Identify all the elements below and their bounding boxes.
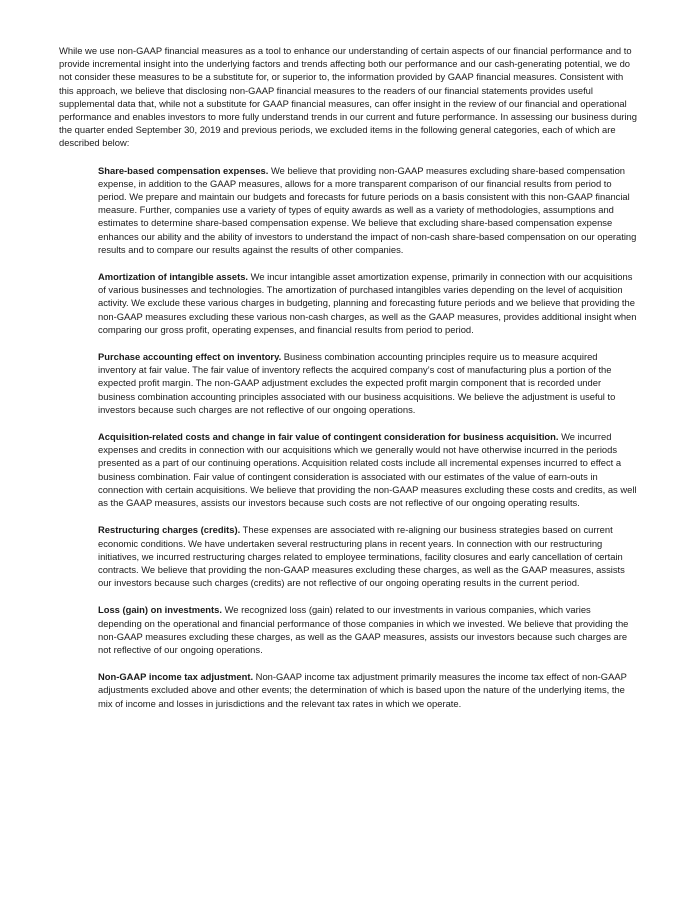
section-heading: Purchase accounting effect on inventory. bbox=[98, 351, 282, 363]
section-acquisition-related-costs bbox=[98, 430, 637, 509]
section-loss-gain-investments bbox=[98, 603, 637, 656]
section-purchase-accounting bbox=[98, 350, 637, 416]
section-share-based-compensation bbox=[98, 164, 637, 256]
section-heading: Loss (gain) on investments. bbox=[98, 604, 222, 616]
section-heading: Non-GAAP income tax adjustment. bbox=[98, 671, 254, 683]
section-heading: Amortization of intangible assets. bbox=[98, 271, 249, 283]
section-body: These expenses are associated with re-aligning our business strategies based on current economic conditions. We have undertaken several restructuring plans in recent years. In connection with our restructuring initiatives, we incurred restructuring charges related to employee terminations, facility closures and early cancellation of certain contracts. We believe that providing the non-GAAP measures excluding these charges, as well as the GAAP measures, assists our investors because such charges (credits) are not reflective of our ongoing operating results in the current period. bbox=[98, 524, 625, 589]
section-income-tax-adjustment bbox=[98, 670, 637, 710]
intro-paragraph: While we use non-GAAP financial measures as a tool to enhance our understanding of certain aspects of our financial performance and to provide incremental insight into the underlying factors and trends affecting both our performance and our cash-generating potential, we do not consider these measures to be a substitute for, or superior to, the information provided by GAAP financial measures. Consistent with this approach, we believe that disclosing non-GAAP financial measures to the readers of our financial statements provides useful supplemental data that, while not a substitute for GAAP financial measures, can offer insight in the review of our financial and operational performance and enables investors to more fully understand trends in our current and future performance. In assessing our business during the quarter ended September 30, 2019 and previous periods, we excluded items in the following general categories, each of which are described below: bbox=[59, 45, 637, 149]
section-heading: Share-based compensation expenses. bbox=[98, 164, 269, 176]
section-body: Non-GAAP income tax adjustment primarily measures the income tax effect of non-GAAP adjustments excluded above and other events; the determination of which is based upon the nature of the underlying items, the mix of income and losses in jurisdictions and the relevant tax rates in which we operate. bbox=[98, 671, 627, 709]
section-body: We believe that providing non-GAAP measures excluding share-based compensation expense, in addition to the GAAP measures, allows for a more transparent comparison of our financial results from period to period. We prepare and maintain our budgets and forecasts for future periods on a basis consistent with this non-GAAP financial measure. Further, companies use a variety of types of equity awards as well as a variety of methodologies, assumptions and estimates to determine share-based compensation expense. We believe that excluding share-based compensation expense enhances our ability and the ability of investors to understand the impact of non-cash share-based compensation on our operating results and to compare our results against the results of other companies. bbox=[98, 164, 637, 255]
section-restructuring-charges bbox=[98, 523, 637, 589]
section-body: Business combination accounting principles require us to measure acquired inventory at fair value. The fair value of inventory reflects the acquired company’s cost of manufacturing plus a portion of the expected profit margin. The non-GAAP adjustment excludes the expected profit margin component that is recorded under business combination accounting principles associated with our business acquisitions. We believe the adjustment is useful to investors because such charges are not reflective of our ongoing operations. bbox=[98, 351, 616, 415]
section-heading: Acquisition-related costs and change in fair value of contingent consideration for business acquisition. bbox=[98, 431, 559, 443]
section-body: We recognized loss (gain) related to our investments in various companies, which varies depending on the operational and financial performance of those companies in which we invested. We believe that providing the non-GAAP measures excluding these charges, as well as the GAAP measures, assists our investors because such charges are not reflective of our ongoing operations. bbox=[98, 604, 629, 655]
document-page bbox=[59, 44, 637, 724]
section-body: We incurred expenses and credits in connection with our acquisitions which we generally would not have otherwise incurred in the periods presented as a part of our continuing operations. Acquisition related costs include all incremental expenses incurred to effect a business combination. Fair value of contingent consideration is associated with our estimates of the value of earn-outs in connection with certain acquisitions. We believe that providing the non-GAAP measures excluding these costs and credits, as well as the GAAP measures, assists our investors because such costs are not reflective of our ongoing operating results. bbox=[98, 431, 637, 509]
section-heading: Restructuring charges (credits). bbox=[98, 524, 241, 536]
section-amortization-intangibles bbox=[98, 270, 637, 336]
section-body: We incur intangible asset amortization expense, primarily in connection with our acquisitions of various businesses and technologies. The amortization of purchased intangibles varies depending on the level of acquisition activity. We exclude these various charges in budgeting, planning and forecasting future periods and we believe that providing the non-GAAP measures excluding these various non-cash charges, as well as the GAAP measures, provides additional insight when comparing our gross profit, operating expenses, and financial results from period to period. bbox=[98, 271, 637, 335]
